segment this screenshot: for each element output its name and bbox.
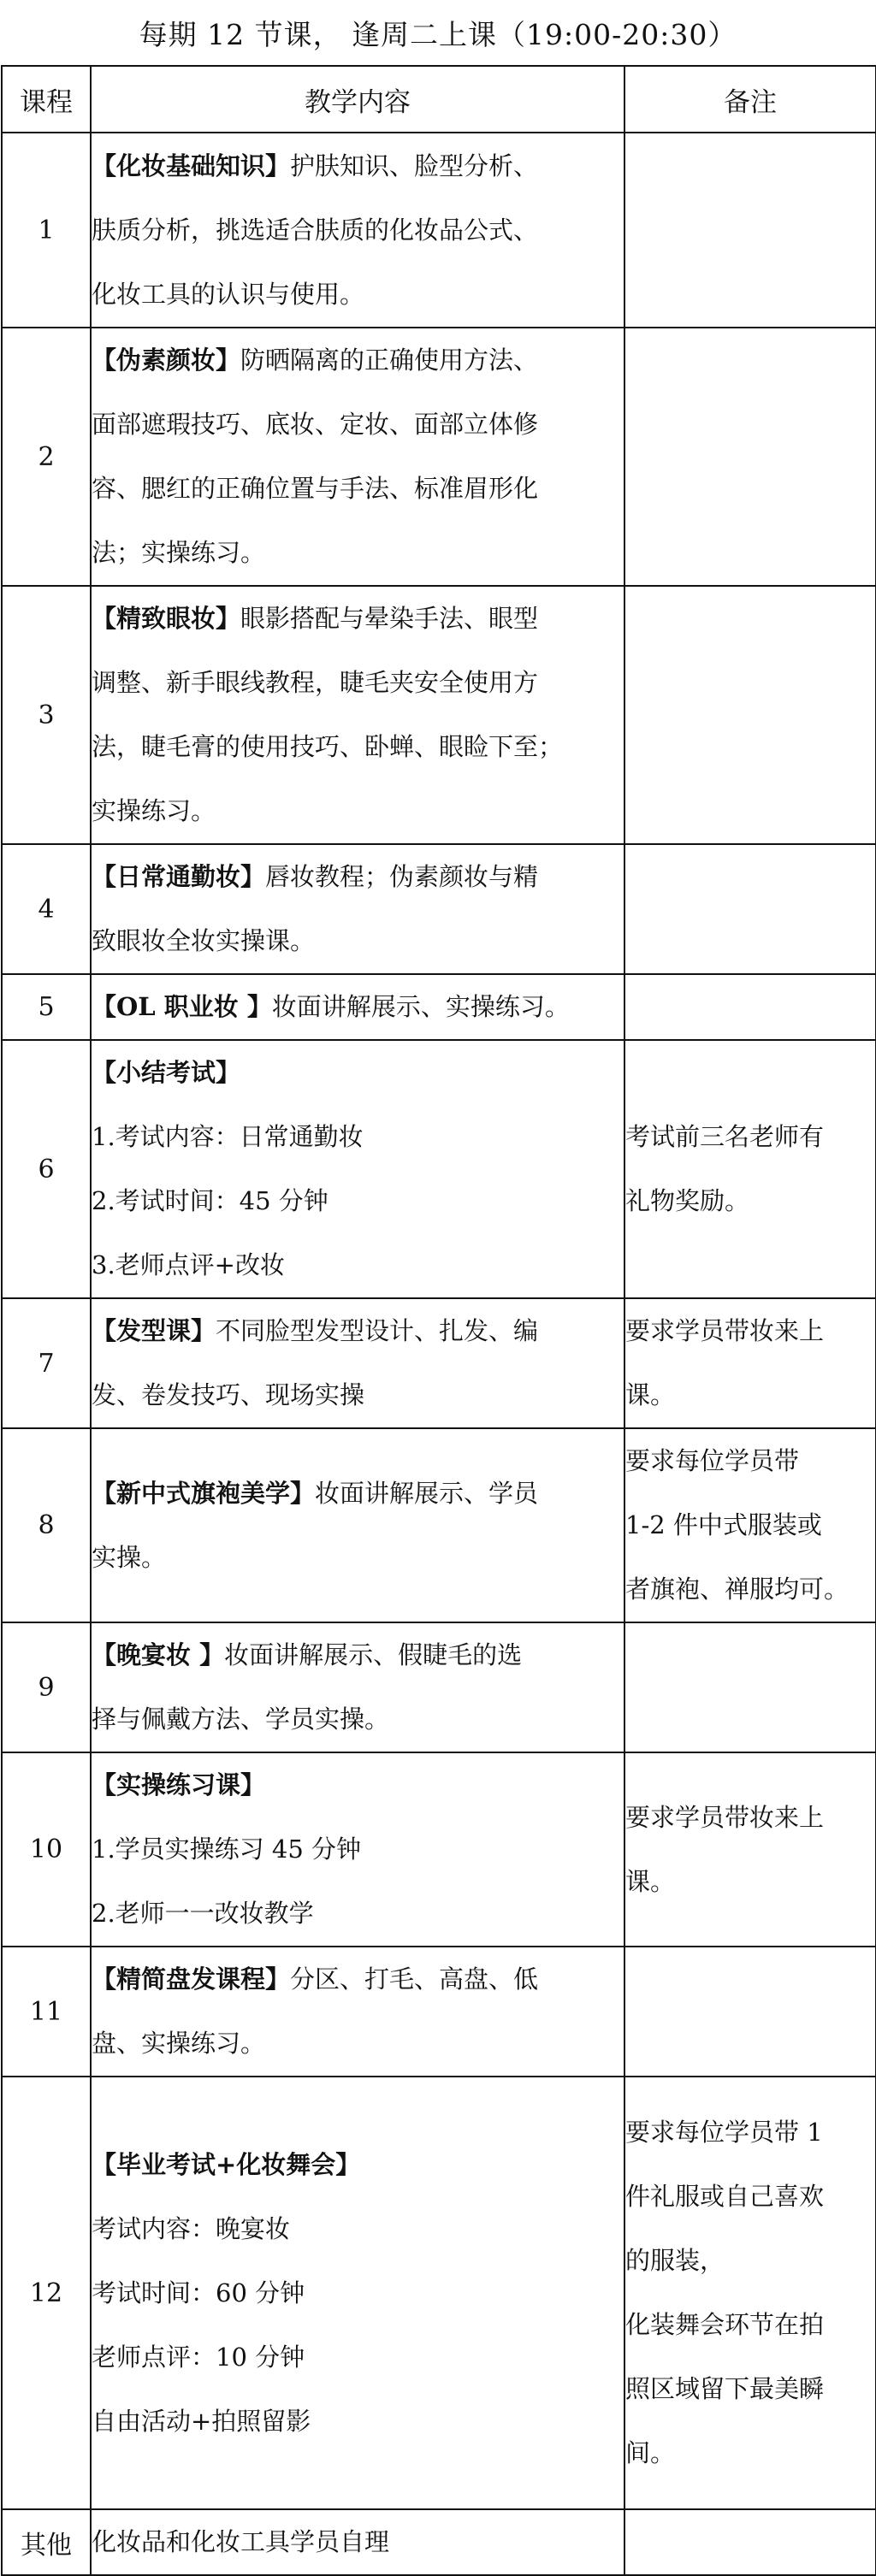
- content-line: [92, 1233, 624, 1297]
- content-text: 肤质分析，挑选适合肤质的化妆品公式、: [92, 215, 539, 245]
- note-line: 要求学员带妆来上: [625, 1802, 825, 1832]
- course-note: [624, 1752, 876, 1947]
- content-line: [92, 1947, 624, 2012]
- schedule-title: 每期 12 节课， 逢周二上课（19:00-20:30）: [139, 17, 737, 51]
- content-line: [92, 1105, 624, 1169]
- content-line: [92, 1169, 624, 1233]
- content-text: 化妆品和化妆工具学员自理: [92, 2527, 390, 2556]
- content-line: [92, 457, 624, 521]
- note-line: 课。: [625, 1866, 676, 1896]
- content-text: 妆面讲解展示、假睫毛的选: [224, 1640, 523, 1669]
- course-number: 5: [2, 974, 91, 1040]
- course-note: [624, 1040, 876, 1298]
- content-text: 1.学员实操练习 45 分钟: [92, 1835, 362, 1864]
- content-line: [92, 1299, 624, 1363]
- content-text: 择与佩戴方法、学员实操。: [92, 1705, 390, 1734]
- course-note: [624, 2077, 876, 2509]
- content-line: [92, 2133, 624, 2197]
- content-line: [92, 651, 624, 715]
- course-note: [624, 844, 876, 974]
- course-note: [624, 133, 876, 328]
- note-line: 者旗袍、禅服均可。: [625, 1575, 849, 1604]
- table-row: [2, 2077, 876, 2509]
- course-topic: 【OL 职业妆 】: [92, 992, 272, 1021]
- content-line: [92, 1882, 624, 1946]
- content-text: 法，睫毛膏的使用技巧、卧蝉、眼睑下至；: [92, 732, 564, 761]
- content-text: 化妆工具的认识与使用。: [92, 279, 365, 309]
- content-text: 唇妆教程；伪素颜妆与精: [265, 862, 539, 891]
- content-line: [92, 2390, 624, 2454]
- content-text: 发、卷发技巧、现场实操: [92, 1380, 365, 1409]
- content-line: [92, 1462, 624, 1526]
- content-line: [92, 2261, 624, 2325]
- table-row: [2, 1752, 876, 1947]
- content-text: 老师点评：10 分钟: [92, 2342, 305, 2372]
- course-content: [91, 328, 624, 586]
- content-line: [92, 779, 624, 843]
- note-line: 间。: [625, 2438, 676, 2467]
- course-topic: 【化妆基础知识】: [92, 151, 291, 180]
- content-text: 护肤知识、脸型分析、: [290, 151, 539, 180]
- content-text: 容、腮红的正确位置与手法、标准眉形化: [92, 474, 539, 503]
- course-number: 11: [2, 1947, 91, 2077]
- content-line: [92, 1623, 624, 1687]
- course-number: 4: [2, 844, 91, 974]
- note-line: 件礼服或自己喜欢: [625, 2182, 825, 2211]
- note-line: 1-2 件中式服装或: [625, 1510, 822, 1539]
- table-row: [2, 1947, 876, 2077]
- table-row: [2, 133, 876, 328]
- content-text: 防晒隔离的正确使用方法、: [240, 346, 539, 375]
- content-line: [92, 715, 624, 779]
- content-text: 法；实操练习。: [92, 538, 266, 567]
- content-text: 盘、实操练习。: [92, 2029, 266, 2058]
- content-line: [92, 975, 624, 1039]
- course-topic: 【实操练习课】: [92, 1770, 266, 1799]
- course-number: 1: [2, 133, 91, 328]
- content-text: 2.老师一一改妆教学: [92, 1899, 314, 1928]
- course-number: 3: [2, 586, 91, 844]
- content-line: [92, 263, 624, 327]
- content-text: 实操练习。: [92, 796, 216, 825]
- header-row: [2, 66, 876, 133]
- course-topic: 【发型课】: [92, 1316, 216, 1345]
- table-row: [2, 1428, 876, 1622]
- content-text: 自由活动+拍照留影: [92, 2406, 311, 2436]
- content-text: 妆面讲解展示、学员: [315, 1478, 539, 1508]
- table-row: [2, 1622, 876, 1752]
- course-topic: 【毕业考试+化妆舞会】: [92, 2149, 361, 2179]
- content-line: [92, 2012, 624, 2076]
- course-note: [624, 328, 876, 586]
- content-line: [92, 393, 624, 457]
- content-text: 3.老师点评+改妆: [92, 1250, 285, 1279]
- content-text: 面部遮瑕技巧、底妆、定妆、面部立体修: [92, 410, 539, 439]
- content-line: [92, 328, 624, 393]
- course-note: [624, 1947, 876, 2077]
- content-line: [92, 521, 624, 585]
- content-line: [92, 198, 624, 263]
- content-text: 实操。: [92, 1542, 167, 1572]
- content-line: [92, 1687, 624, 1752]
- course-number: 9: [2, 1622, 91, 1752]
- content-line: [92, 1041, 624, 1105]
- course-content: [91, 1752, 624, 1947]
- course-note: [624, 1428, 876, 1622]
- course-content: [91, 586, 624, 844]
- table-row: [2, 844, 876, 974]
- content-text: 不同脸型发型设计、扎发、编: [216, 1316, 539, 1345]
- content-text: 考试内容：晚宴妆: [92, 2213, 291, 2243]
- course-topic: 【伪素颜妆】: [92, 346, 241, 375]
- content-text: 妆面讲解展示、实操练习。: [271, 992, 570, 1021]
- course-content: [91, 1947, 624, 2077]
- course-content: [91, 1428, 624, 1622]
- course-content: [91, 1622, 624, 1752]
- course-topic: 【新中式旗袍美学】: [92, 1478, 316, 1508]
- content-text: 致眼妆全妆实操课。: [92, 926, 316, 955]
- course-note: [624, 974, 876, 1040]
- content-text: 考试时间：60 分钟: [92, 2278, 305, 2307]
- course-topic: 【精简盘发课程】: [92, 1964, 291, 1994]
- course-number: 7: [2, 1298, 91, 1428]
- content-line: [92, 845, 624, 909]
- course-content: [91, 2077, 624, 2509]
- course-number: 10: [2, 1752, 91, 1947]
- course-number: 6: [2, 1040, 91, 1298]
- content-line: [92, 1526, 624, 1590]
- note-line: 要求每位学员带: [625, 1446, 800, 1475]
- course-note: [624, 1298, 876, 1428]
- note-line: 照区域留下最美瞬: [625, 2374, 825, 2403]
- note-line: 要求每位学员带 1: [625, 2118, 823, 2147]
- course-number: 12: [2, 2077, 91, 2509]
- content-text: 眼影搭配与晕染手法、眼型: [240, 604, 539, 633]
- table-row: [2, 328, 876, 586]
- course-topic: 【晚宴妆 】: [92, 1640, 225, 1669]
- content-line: [92, 1753, 624, 1817]
- content-text: 调整、新手眼线教程，睫毛夹安全使用方: [92, 668, 539, 697]
- table-row: [2, 586, 876, 844]
- course-content: [91, 133, 624, 328]
- content-line: [92, 2325, 624, 2390]
- course-note: [624, 1622, 876, 1752]
- note-line: 礼物奖励。: [625, 1186, 750, 1215]
- note-line: 的服装，: [625, 2246, 725, 2275]
- header-content: 教学内容: [91, 66, 624, 133]
- content-text: 分区、打毛、高盘、低: [290, 1964, 539, 1994]
- note-line: 化装舞会环节在拍: [625, 2310, 825, 2339]
- note-line: 考试前三名老师有: [625, 1122, 825, 1151]
- note-line: 要求学员带妆来上: [625, 1316, 825, 1345]
- table-row: [2, 1040, 876, 1298]
- content-line: [92, 1817, 624, 1882]
- table-row: [2, 974, 876, 1040]
- content-line: [92, 587, 624, 651]
- note-line: 课。: [625, 1380, 676, 1409]
- course-content: [91, 844, 624, 974]
- header-course: 课程: [2, 66, 91, 133]
- table-row: [2, 1298, 876, 1428]
- content-line: [92, 1363, 624, 1427]
- content-line: [92, 2510, 624, 2574]
- course-topic: 【小结考试】: [92, 1058, 241, 1087]
- course-topic: 【日常通勤妆】: [92, 862, 266, 891]
- course-number: 8: [2, 1428, 91, 1622]
- content-line: [92, 134, 624, 198]
- content-text: 2.考试时间：45 分钟: [92, 1186, 328, 1215]
- course-number: 其他: [2, 2509, 91, 2575]
- course-content: [91, 974, 624, 1040]
- course-number: 2: [2, 328, 91, 586]
- content-text: 1.考试内容：日常通勤妆: [92, 1122, 364, 1151]
- course-content: [91, 1298, 624, 1428]
- content-line: [92, 909, 624, 973]
- content-line: [92, 2197, 624, 2261]
- course-topic: 【精致眼妆】: [92, 604, 241, 633]
- course-note: [624, 586, 876, 844]
- schedule-table: [1, 65, 876, 2576]
- course-content: [91, 1040, 624, 1298]
- header-note: 备注: [624, 66, 876, 133]
